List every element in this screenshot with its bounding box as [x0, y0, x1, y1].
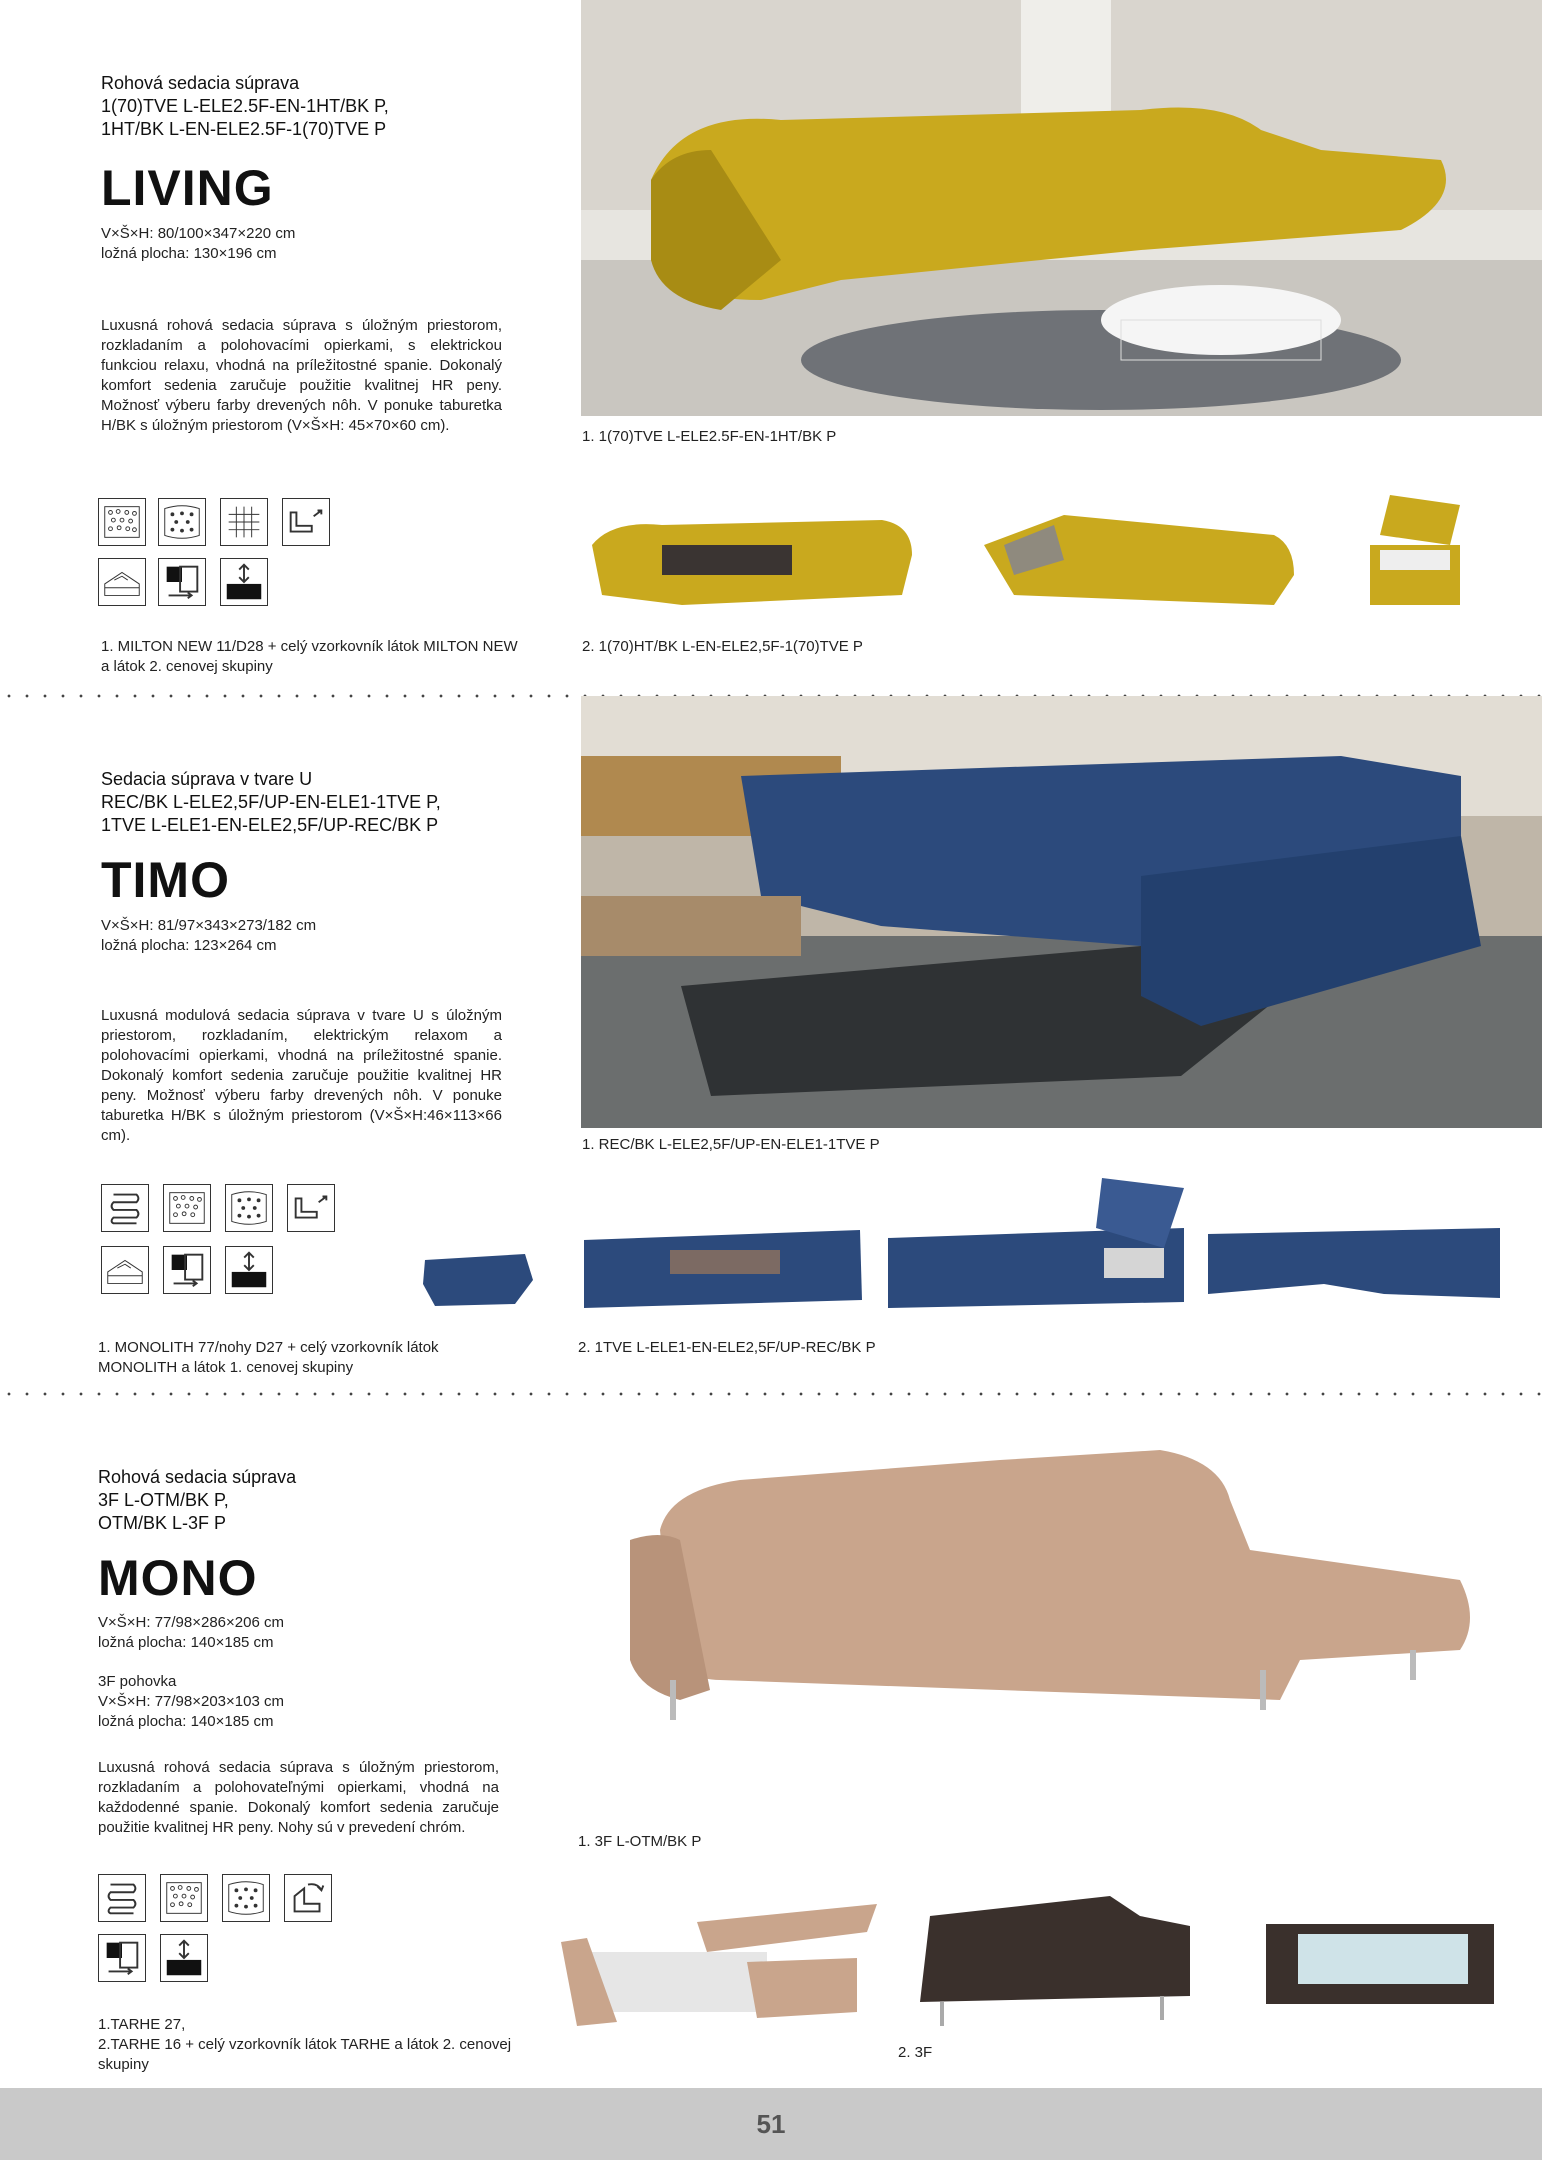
headrest-icon [101, 1246, 149, 1294]
storage-icon [220, 558, 268, 606]
mono-variant-photo-1 [557, 1902, 879, 2032]
page-footer [0, 2088, 1542, 2160]
timo-main-caption: 1. REC/BK L-ELE2,5F/UP-EN-ELE1-1TVE P [582, 1136, 880, 1153]
living-variant-photo-1 [582, 485, 922, 625]
timo-variant-caption: 2. 1TVE L-ELE1-EN-ELE2,5F/UP-REC/BK P [578, 1339, 876, 1356]
mono-description: Luxusná rohová sedacia súprava s úložným priestorom, rozkladaním a polohovateľnými opierkami, vhodná na každodenné spanie. Dokonalý komfort sedenia zaručuje použitie kvalitnej HR peny. Nohy sú v prevedení chróm. [98, 1759, 499, 1836]
mono-fabric-caption: 1.TARHE 27, 2.TARHE 16 + celý vzorkovník látok TARHE a látok 2. cenovej skupiny [98, 2016, 512, 2073]
mono-title: MONO [98, 1550, 258, 1606]
pocket-spring-icon [158, 498, 206, 546]
mono-sofa-dimensions: 3F pohovka V×Š×H: 77/98×203×103 cm ložná plocha: 140×185 cm [98, 1673, 284, 1730]
foam-icon [98, 498, 146, 546]
foam-icon [163, 1184, 211, 1232]
mono-variant-photo-2 [910, 1886, 1196, 2032]
timo-dimensions: V×Š×H: 81/97×343×273/182 cm ložná plocha: 123×264 cm [101, 917, 317, 954]
timo-description: Luxusná modulová sedacia súprava v tvare U s úložným priestorom, rozkladaním, elektrickým relaxom a polohovacími opierkami, vhodná na príležitostné spanie. Dokonalý komfort sedenia zaručuje použitie kvalitnej HR peny. Možnosť výberu farby drevených nôh. V ponuke taburetka H/BK s úložným priestorom (V×Š×H:46×113×66 cm). [101, 1007, 502, 1144]
recliner-icon [287, 1184, 335, 1232]
living-main-caption: 1. 1(70)TVE L-ELE2.5F-EN-1HT/BK P [582, 428, 837, 445]
mono-dimensions: V×Š×H: 77/98×286×206 cm ložná plocha: 140×185 cm [98, 1614, 284, 1651]
mono-main-caption: 1. 3F L-OTM/BK P [578, 1833, 702, 1850]
timo-variant-photo-1 [580, 1210, 866, 1320]
bed-function-icon [163, 1246, 211, 1294]
recliner-icon [282, 498, 330, 546]
storage-icon [160, 1934, 208, 1982]
timo-variant-photo-3 [1204, 1214, 1504, 1320]
headrest-icon [98, 558, 146, 606]
frame-grid-icon [220, 498, 268, 546]
adjustable-headrest-icon [284, 1874, 332, 1922]
living-description: Luxusná rohová sedacia súprava s úložným priestorom, rozkladaním a polohovacími opierkami, s elektrickou funkciou relaxu, vhodná na príležitostné spanie. Dokonalý komfort sedenia zaručuje použitie kvalitnej HR peny. Možnosť výberu farby drevených nôh. V ponuke taburetka H/BK s úložným priestorom (V×Š×H: 45×70×60 cm). [101, 317, 502, 434]
living-main-photo [581, 0, 1542, 416]
timo-fabric-caption: 1. MONOLITH 77/nohy D27 + celý vzorkovník látok MONOLITH a látok 1. cenovej skupiny [98, 1339, 439, 1376]
pocket-spring-icon [222, 1874, 270, 1922]
timo-subtitle: Sedacia súprava v tvare U REC/BK L-ELE2,5F/UP-EN-ELE1-1TVE P, 1TVE L-ELE1-EN-ELE2,5F/UP-REC/BK P [101, 769, 441, 835]
mono-variant-caption: 2. 3F [898, 2044, 933, 2061]
section-divider [0, 1392, 1542, 1396]
living-variant-caption: 2. 1(70)HT/BK L-EN-ELE2,5F-1(70)TVE P [582, 638, 863, 655]
foam-icon [160, 1874, 208, 1922]
storage-icon [225, 1246, 273, 1294]
timo-ottoman-photo [415, 1240, 540, 1320]
living-dimensions: V×Š×H: 80/100×347×220 cm ložná plocha: 130×196 cm [101, 225, 296, 262]
bed-function-icon [158, 558, 206, 606]
bed-function-icon [98, 1934, 146, 1982]
mono-subtitle: Rohová sedacia súprava 3F L-OTM/BK P, OTM/BK L-3F P [98, 1467, 297, 1533]
timo-main-photo [581, 696, 1542, 1128]
coil-spring-icon [101, 1184, 149, 1232]
pocket-spring-icon [225, 1184, 273, 1232]
living-ottoman-photo [1360, 485, 1470, 615]
living-fabric-caption: 1. MILTON NEW 11/D28 + celý vzorkovník látok MILTON NEW a látok 2. cenovej skupiny [101, 638, 518, 675]
timo-title: TIMO [101, 852, 230, 908]
page-number: 51 [756, 2108, 786, 2139]
coil-spring-icon [98, 1874, 146, 1922]
timo-variant-photo-2 [884, 1178, 1188, 1320]
living-subtitle: Rohová sedacia súprava 1(70)TVE L-ELE2.5F-EN-1HT/BK P, 1HT/BK L-EN-ELE2.5F-1(70)TVE P [101, 73, 389, 139]
mono-main-photo [600, 1430, 1480, 1760]
living-variant-photo-2 [974, 485, 1300, 625]
mono-variant-photo-3 [1262, 1914, 1498, 2032]
living-title: LIVING [101, 160, 274, 216]
